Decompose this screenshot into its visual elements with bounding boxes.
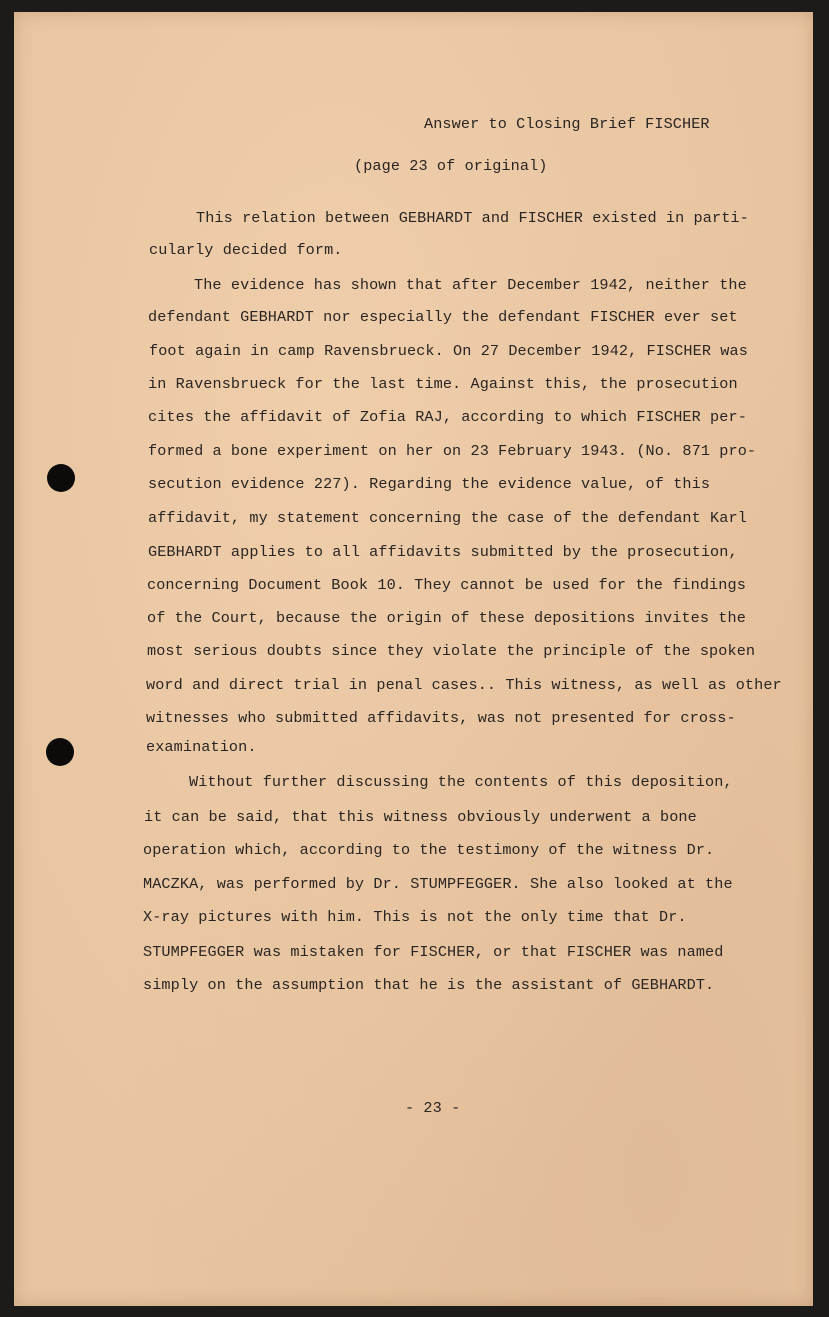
body-line: X-ray pictures with him. This is not the only time that Dr.: [143, 908, 687, 926]
body-line: it can be said, that this witness obviously underwent a bone: [144, 808, 697, 826]
page-number: - 23 -: [405, 1099, 461, 1117]
body-line: most serious doubts since they violate the principle of the spoken: [147, 642, 756, 660]
body-line: This relation between GEBHARDT and FISCHER existed in parti-: [196, 209, 749, 227]
body-line: witnesses who submitted affidavits, was not presented for cross-: [146, 709, 736, 727]
punch-hole-upper: [47, 464, 75, 492]
body-line: in Ravensbrueck for the last time. Against this, the prosecution: [148, 375, 738, 393]
body-line: affidavit, my statement concerning the case of the defendant Karl: [148, 509, 747, 527]
page-reference: (page 23 of original): [354, 157, 548, 175]
body-line: foot again in camp Ravensbrueck. On 27 December 1942, FISCHER was: [149, 342, 748, 360]
body-line: cularly decided form.: [149, 241, 343, 259]
body-line: The evidence has shown that after December 1942, neither the: [194, 276, 747, 294]
body-line: GEBHARDT applies to all affidavits submitted by the prosecution,: [148, 543, 738, 561]
body-line: word and direct trial in penal cases.. This witness, as well as other: [146, 676, 782, 694]
body-line: MACZKA, was performed by Dr. STUMPFEGGER. She also looked at the: [143, 875, 733, 893]
body-line: secution evidence 227). Regarding the evidence value, of this: [148, 475, 711, 493]
body-line: formed a bone experiment on her on 23 February 1943. (No. 871 pro-: [148, 442, 757, 460]
body-line: operation which, according to the testimony of the witness Dr.: [143, 841, 715, 859]
body-line: Without further discussing the contents of this deposition,: [189, 773, 733, 791]
body-line: STUMPFEGGER was mistaken for FISCHER, or that FISCHER was named: [143, 943, 724, 961]
body-line: cites the affidavit of Zofia RAJ, according to which FISCHER per-: [148, 408, 747, 426]
document-header: Answer to Closing Brief FISCHER: [424, 115, 710, 133]
body-line: defendant GEBHARDT nor especially the defendant FISCHER ever set: [148, 308, 738, 326]
punch-hole-lower: [46, 738, 74, 766]
body-line: examination.: [146, 738, 257, 756]
body-line: of the Court, because the origin of these depositions invites the: [147, 609, 746, 627]
body-line: simply on the assumption that he is the assistant of GEBHARDT.: [143, 976, 715, 994]
body-line: concerning Document Book 10. They cannot be used for the findings: [147, 576, 746, 594]
